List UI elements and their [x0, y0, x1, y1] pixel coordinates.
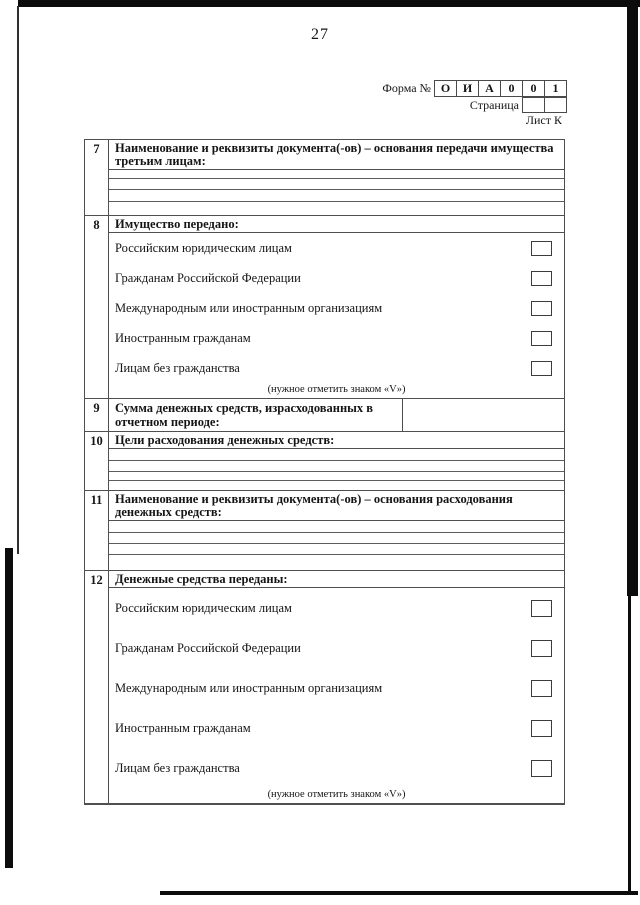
scan-border-left-thin — [17, 6, 19, 554]
option-row — [109, 748, 564, 788]
checkbox[interactable] — [531, 720, 552, 737]
form-number-label: Форма № — [382, 81, 431, 95]
option-label: Международным или иностранным организациям — [115, 300, 383, 315]
write-in-line[interactable] — [109, 170, 564, 179]
row-number: 11 — [85, 491, 109, 570]
scan-border-left-thick — [5, 548, 13, 868]
option-row — [109, 293, 564, 323]
option-row — [109, 353, 564, 383]
option-label: Международным или иностранным организациям — [115, 680, 383, 695]
scan-border-top — [18, 0, 640, 7]
write-in-line[interactable] — [109, 449, 564, 461]
row-spacer — [109, 202, 564, 215]
form-id-block — [320, 80, 567, 128]
row-number: 10 — [85, 432, 109, 490]
option-label: Лицам без гражданства — [115, 760, 240, 775]
row-11-title: Наименование и реквизиты документа(-ов) – основания расходования денежных средств: — [109, 491, 564, 521]
form-code-cells — [435, 80, 567, 97]
page-number: 27 — [311, 26, 329, 43]
checkbox[interactable] — [531, 271, 552, 286]
write-in-line[interactable] — [109, 544, 564, 555]
option-label: Российским юридическим лицам — [115, 600, 292, 615]
row-12 — [85, 571, 564, 804]
page-cell[interactable] — [544, 97, 567, 113]
checkbox[interactable] — [531, 760, 552, 777]
option-row — [109, 628, 564, 668]
option-label: Гражданам Российской Федерации — [115, 640, 301, 655]
row-10-title: Цели расходования денежных средств: — [109, 432, 564, 449]
form-code-cell: И — [456, 80, 479, 97]
option-row — [109, 668, 564, 708]
checkbox[interactable] — [531, 600, 552, 617]
sheet-row — [320, 113, 567, 128]
checkbox[interactable] — [531, 331, 552, 346]
row-number: 12 — [85, 571, 109, 803]
write-in-line[interactable] — [109, 521, 564, 533]
write-in-line[interactable] — [109, 533, 564, 544]
form-code-cell: 0 — [522, 80, 545, 97]
form-code-cell: А — [478, 80, 501, 97]
check-note: (нужное отметить знаком «V») — [267, 789, 406, 800]
scan-border-bottom — [160, 891, 638, 895]
page-cells-row — [320, 97, 567, 113]
checkbox[interactable] — [531, 640, 552, 657]
row-11 — [85, 491, 564, 571]
page-cell[interactable] — [522, 97, 545, 113]
option-row — [109, 233, 564, 263]
page-cells-label: Страница — [469, 97, 519, 112]
checkbox[interactable] — [531, 241, 552, 256]
option-label: Гражданам Российской Федерации — [115, 270, 301, 285]
option-row — [109, 708, 564, 748]
sheet-label: Лист К — [525, 113, 562, 127]
option-label: Иностранным гражданам — [115, 330, 251, 345]
scan-border-right-thick — [627, 6, 638, 596]
row-9-title: Сумма денежных средств, израсходованных в отчетном периоде: — [109, 399, 403, 431]
row-12-title: Денежные средства переданы: — [109, 571, 564, 588]
row-8 — [85, 216, 564, 399]
scan-border-right-thin — [628, 596, 631, 893]
option-label: Российским юридическим лицам — [115, 240, 292, 255]
option-row — [109, 263, 564, 293]
row-number: 8 — [85, 216, 109, 398]
checkbox[interactable] — [531, 301, 552, 316]
option-label: Иностранным гражданам — [115, 720, 251, 735]
row-10 — [85, 432, 564, 491]
row-number: 9 — [85, 399, 109, 431]
option-row — [109, 588, 564, 628]
option-label: Лицам без гражданства — [115, 360, 240, 375]
option-row — [109, 323, 564, 353]
row-7 — [85, 140, 564, 216]
checkbox[interactable] — [531, 361, 552, 376]
form-table — [84, 139, 565, 805]
write-in-line[interactable] — [109, 179, 564, 190]
form-code-cell: 1 — [544, 80, 567, 97]
row-9 — [85, 399, 564, 432]
row-spacer — [109, 481, 564, 490]
page-cells — [523, 97, 567, 113]
write-in-line[interactable] — [109, 190, 564, 202]
write-in-line[interactable] — [109, 461, 564, 472]
write-in-line[interactable] — [109, 472, 564, 481]
row-number: 7 — [85, 140, 109, 215]
row-8-title: Имущество передано: — [109, 216, 564, 233]
form-code-cell: 0 — [500, 80, 523, 97]
checkbox[interactable] — [531, 680, 552, 697]
form-number-row — [320, 80, 567, 97]
sum-value-cell[interactable] — [403, 399, 564, 431]
form-code-cell: О — [434, 80, 457, 97]
row-spacer — [109, 555, 564, 570]
check-note: (нужное отметить знаком «V») — [267, 384, 406, 395]
row-7-title: Наименование и реквизиты документа(-ов) – основания передачи имущества третьим лицам: — [109, 140, 564, 170]
